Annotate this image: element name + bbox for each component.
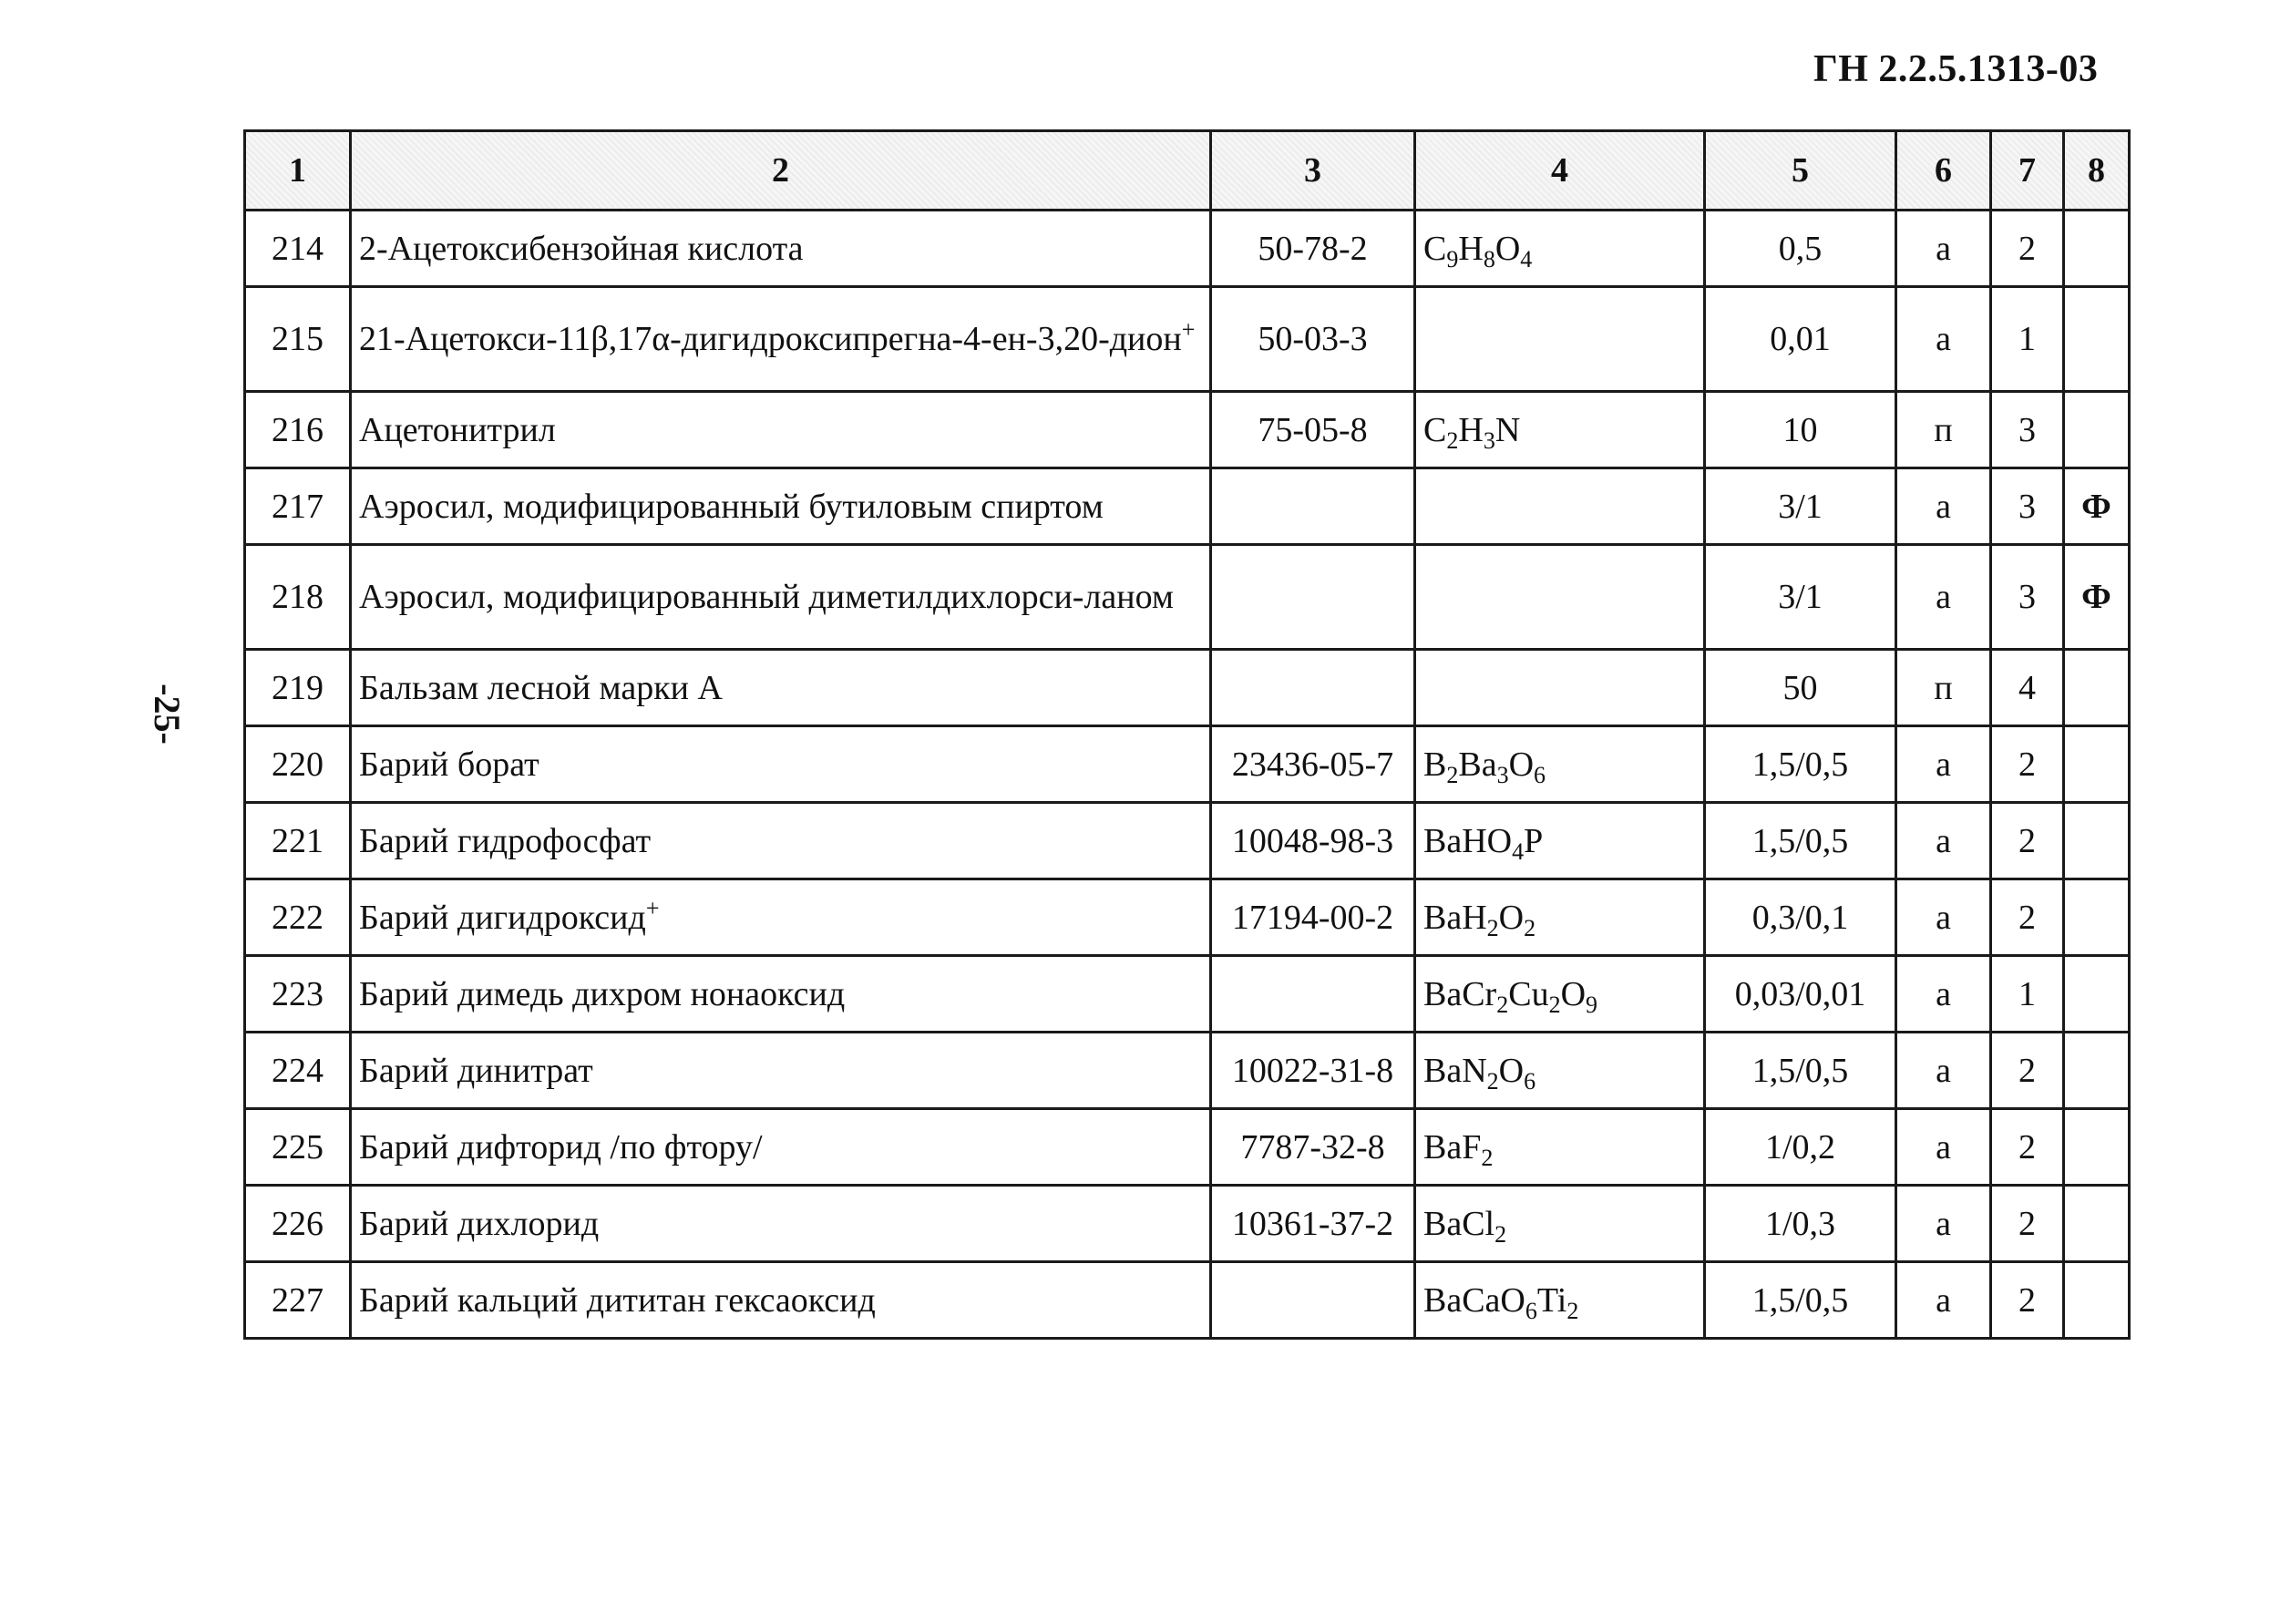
substance-name: Аэросил, модифицированный бутиловым спиртом <box>351 468 1211 545</box>
pdk-value: 1,5/0,5 <box>1705 1262 1896 1339</box>
special-note <box>2064 650 2130 726</box>
chemical-formula: $BaCaO_6Ti_2$ <box>1415 1262 1705 1339</box>
cas-number: 50-03-3 <box>1211 287 1415 392</box>
aggregate-state: п <box>1896 650 1991 726</box>
substance-name: Барий борат <box>351 726 1211 803</box>
table-row <box>245 211 2130 287</box>
hazard-class: 2 <box>1991 1186 2064 1262</box>
column-header: 2 <box>351 131 1211 211</box>
pdk-value: 0,01 <box>1705 287 1896 392</box>
substance-name: Барий димедь дихром нонаоксид <box>351 956 1211 1033</box>
pdk-value: 1/0,2 <box>1705 1109 1896 1186</box>
hazard-class: 3 <box>1991 468 2064 545</box>
pdk-value: 0,3/0,1 <box>1705 879 1896 956</box>
hazard-class: 2 <box>1991 1109 2064 1186</box>
substance-name: 2-Ацетоксибензойная кислота <box>351 211 1211 287</box>
chemical-formula: BaF$_2$ <box>1415 1109 1705 1186</box>
aggregate-state: а <box>1896 1262 1991 1339</box>
substance-number: 222 <box>245 879 351 956</box>
hazard-class: 3 <box>1991 545 2064 650</box>
special-note <box>2064 1262 2130 1339</box>
pdk-value: 3/1 <box>1705 545 1896 650</box>
chemical-formula: BaCl$_2$ <box>1415 1186 1705 1262</box>
substance-number: 223 <box>245 956 351 1033</box>
column-header: 1 <box>245 131 351 211</box>
table-row <box>245 1262 2130 1339</box>
substance-number: 224 <box>245 1033 351 1109</box>
substances-table <box>243 129 2131 1340</box>
column-header: 7 <box>1991 131 2064 211</box>
hazard-class: 1 <box>1991 287 2064 392</box>
special-note <box>2064 1109 2130 1186</box>
table-row <box>245 879 2130 956</box>
chemical-formula: $B_2Ba_3O_6$ <box>1415 726 1705 803</box>
chemical-formula: $C_2H_3N$ <box>1415 392 1705 468</box>
substance-number: 216 <box>245 392 351 468</box>
column-header: 4 <box>1415 131 1705 211</box>
aggregate-state: а <box>1896 726 1991 803</box>
chemical-formula: $BaCr_2Cu_2O_9$ <box>1415 956 1705 1033</box>
cas-number <box>1211 956 1415 1033</box>
substance-name: Барий дифторид /по фтору/ <box>351 1109 1211 1186</box>
substance-number: 220 <box>245 726 351 803</box>
aggregate-state: а <box>1896 1109 1991 1186</box>
table-row <box>245 803 2130 879</box>
pdk-value: 10 <box>1705 392 1896 468</box>
table-row <box>245 392 2130 468</box>
page-number: -25- <box>146 684 188 745</box>
pdk-value: 0,5 <box>1705 211 1896 287</box>
aggregate-state: а <box>1896 803 1991 879</box>
cas-number: 23436-05-7 <box>1211 726 1415 803</box>
substance-name: Барий дихлорид <box>351 1186 1211 1262</box>
table-row <box>245 1186 2130 1262</box>
substance-number: 217 <box>245 468 351 545</box>
table-row <box>245 1033 2130 1109</box>
hazard-class: 2 <box>1991 211 2064 287</box>
table-row <box>245 956 2130 1033</box>
pdk-value: 50 <box>1705 650 1896 726</box>
special-note <box>2064 726 2130 803</box>
cas-number: 7787-32-8 <box>1211 1109 1415 1186</box>
cas-number <box>1211 650 1415 726</box>
column-header: 3 <box>1211 131 1415 211</box>
chemical-formula <box>1415 650 1705 726</box>
chemical-formula <box>1415 287 1705 392</box>
substance-number: 226 <box>245 1186 351 1262</box>
cas-number: 10048-98-3 <box>1211 803 1415 879</box>
special-note <box>2064 1033 2130 1109</box>
substance-number: 215 <box>245 287 351 392</box>
special-note <box>2064 803 2130 879</box>
pdk-value: 1/0,3 <box>1705 1186 1896 1262</box>
special-note: Ф <box>2064 468 2130 545</box>
hazard-class: 2 <box>1991 803 2064 879</box>
aggregate-state: а <box>1896 545 1991 650</box>
column-header: 8 <box>2064 131 2130 211</box>
table-row <box>245 468 2130 545</box>
table-header-row <box>245 131 2130 211</box>
substance-number: 227 <box>245 1262 351 1339</box>
column-header: 6 <box>1896 131 1991 211</box>
hazard-class: 2 <box>1991 1262 2064 1339</box>
pdk-value: 1,5/0,5 <box>1705 1033 1896 1109</box>
substance-number: 225 <box>245 1109 351 1186</box>
column-header: 5 <box>1705 131 1896 211</box>
hazard-class: 1 <box>1991 956 2064 1033</box>
table-row <box>245 1109 2130 1186</box>
table-row <box>245 545 2130 650</box>
table-row <box>245 287 2130 392</box>
chemical-formula: $C_9H_8O_4$ <box>1415 211 1705 287</box>
cas-number: 75-05-8 <box>1211 392 1415 468</box>
substance-name: 21-Ацетокси-11β,17α-дигидроксипрегна-4-ен-3,20-дион+ <box>351 287 1211 392</box>
chemical-formula: BaHO$_4$P <box>1415 803 1705 879</box>
substance-name: Барий гидрофосфат <box>351 803 1211 879</box>
table-row <box>245 650 2130 726</box>
cas-number: 50-78-2 <box>1211 211 1415 287</box>
aggregate-state: а <box>1896 287 1991 392</box>
chemical-formula: $BaN_2O_6$ <box>1415 1033 1705 1109</box>
special-note <box>2064 879 2130 956</box>
substance-name: Барий дигидроксид+ <box>351 879 1211 956</box>
cas-number <box>1211 468 1415 545</box>
aggregate-state: а <box>1896 1186 1991 1262</box>
substance-name: Барий динитрат <box>351 1033 1211 1109</box>
substance-number: 214 <box>245 211 351 287</box>
hazard-class: 2 <box>1991 726 2064 803</box>
substance-number: 219 <box>245 650 351 726</box>
aggregate-state: а <box>1896 211 1991 287</box>
aggregate-state: а <box>1896 468 1991 545</box>
table-body <box>245 131 2130 1339</box>
special-note <box>2064 211 2130 287</box>
pdk-value: 1,5/0,5 <box>1705 803 1896 879</box>
substance-name: Бальзам лесной марки А <box>351 650 1211 726</box>
aggregate-state: а <box>1896 956 1991 1033</box>
substance-name: Барий кальций дититан гексаоксид <box>351 1262 1211 1339</box>
aggregate-state: а <box>1896 1033 1991 1109</box>
special-note: Ф <box>2064 545 2130 650</box>
special-note <box>2064 1186 2130 1262</box>
table-row <box>245 726 2130 803</box>
hazard-class: 2 <box>1991 879 2064 956</box>
hazard-class: 4 <box>1991 650 2064 726</box>
special-note <box>2064 956 2130 1033</box>
cas-number <box>1211 545 1415 650</box>
cas-number <box>1211 1262 1415 1339</box>
substance-number: 221 <box>245 803 351 879</box>
chemical-formula: $BaH_2O_2$ <box>1415 879 1705 956</box>
document-code: ГН 2.2.5.1313-03 <box>1813 48 2099 90</box>
pdk-value: 0,03/0,01 <box>1705 956 1896 1033</box>
substance-name: Аэросил, модифицированный диметилдихлорси-ланом <box>351 545 1211 650</box>
aggregate-state: а <box>1896 879 1991 956</box>
pdk-value: 1,5/0,5 <box>1705 726 1896 803</box>
hazard-class: 3 <box>1991 392 2064 468</box>
substance-name: Ацетонитрил <box>351 392 1211 468</box>
special-note <box>2064 287 2130 392</box>
chemical-formula <box>1415 545 1705 650</box>
special-note <box>2064 392 2130 468</box>
substance-number: 218 <box>245 545 351 650</box>
chemical-formula <box>1415 468 1705 545</box>
cas-number: 10361-37-2 <box>1211 1186 1415 1262</box>
aggregate-state: п <box>1896 392 1991 468</box>
pdk-value: 3/1 <box>1705 468 1896 545</box>
cas-number: 17194-00-2 <box>1211 879 1415 956</box>
cas-number: 10022-31-8 <box>1211 1033 1415 1109</box>
hazard-class: 2 <box>1991 1033 2064 1109</box>
